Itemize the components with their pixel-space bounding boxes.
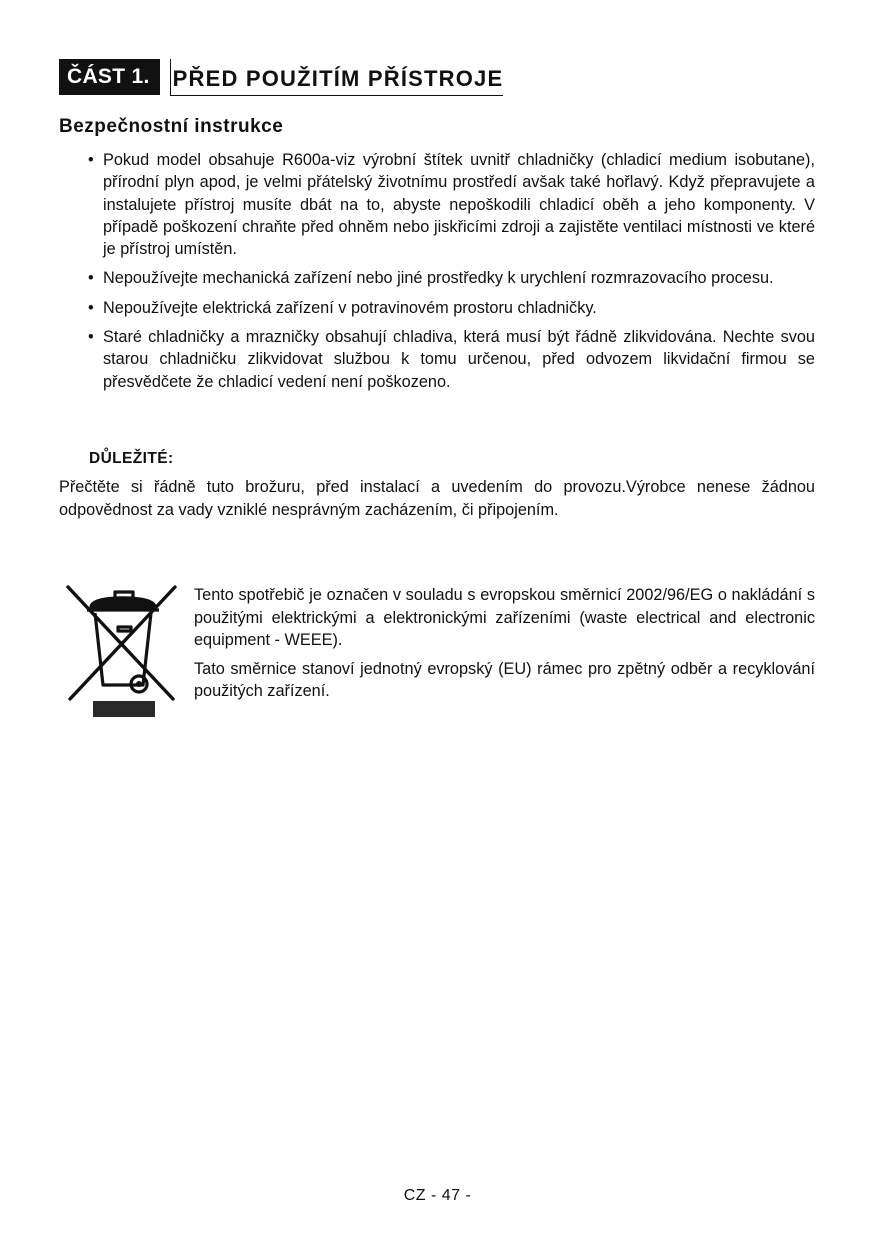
important-label: DŮLEŽITÉ:	[89, 450, 174, 467]
section-heading: Bezpečnostní instrukce	[59, 116, 284, 137]
important-text: Přečtěte si řádně tuto brožuru, před instalací a uvedením do provozu.Výrobce nenese žádnou odpovědnost za vady vzniklé nesprávným zacházením, či připojením.	[59, 478, 815, 519]
weee-notice	[194, 584, 815, 709]
list-item-text: Nepoužívejte elektrická zařízení v potravinovém prostoru chladničky.	[103, 298, 597, 317]
part-header	[59, 58, 503, 96]
bullet: •	[88, 328, 94, 347]
list-item-text: Staré chladničky a mrazničky obsahují chladiva, která musí být řádně zlikvidována. Nechte svou starou chladničku zlikvidovat službou k tomu určenou, před odvozem likvidační firmou se přesvědčete že chladicí vedení není poškozeno.	[103, 328, 815, 391]
list-item	[88, 267, 815, 289]
weee-paragraph: Tato směrnice stanoví jednotný evropský (EU) rámec pro zpětný odběr a recyklování použitých zařízení.	[194, 659, 815, 700]
list-item	[88, 149, 815, 260]
safety-instructions-list	[88, 149, 815, 400]
part-label: ČÁST 1.	[59, 59, 160, 95]
weee-paragraph: Tento spotřebič je označen v souladu s evropskou směrnicí 2002/96/EG o nakládání s použitými elektrickými a elektronickými zařízeními (waste electrical and electronic equipment - WEEE).	[194, 586, 815, 649]
bullet: •	[88, 269, 94, 288]
bullet: •	[88, 151, 94, 169]
page-number: CZ - 47 -	[403, 1187, 472, 1204]
list-item-text: Nepoužívejte mechanická zařízení nebo jiné prostředky k urychlení rozmrazovacího procesu.	[103, 269, 774, 288]
crossed-out-wheelie-bin-icon	[63, 583, 179, 719]
list-item	[88, 297, 815, 319]
bullet: •	[88, 298, 94, 317]
list-item-text: Pokud model obsahuje R600a-viz výrobní štítek uvnitř chladničky (chladicí medium isobutane), přírodní plyn apod, je velmi přátelský životnímu prostředí avšak také hořlavý. Když přepravujete a instalujete přístroj musíte dbát na to, abyste nepoškodili chladicí oběh a jeho komponenty. V případě poškození chraňte před ohněm nebo jiskřicími zdroji a zajistěte ventilaci místnosti ve které je přístroj umístěn.	[103, 151, 815, 259]
list-item	[88, 326, 815, 393]
part-title: PŘED POUŽITÍM PŘÍSTROJE	[170, 59, 504, 96]
